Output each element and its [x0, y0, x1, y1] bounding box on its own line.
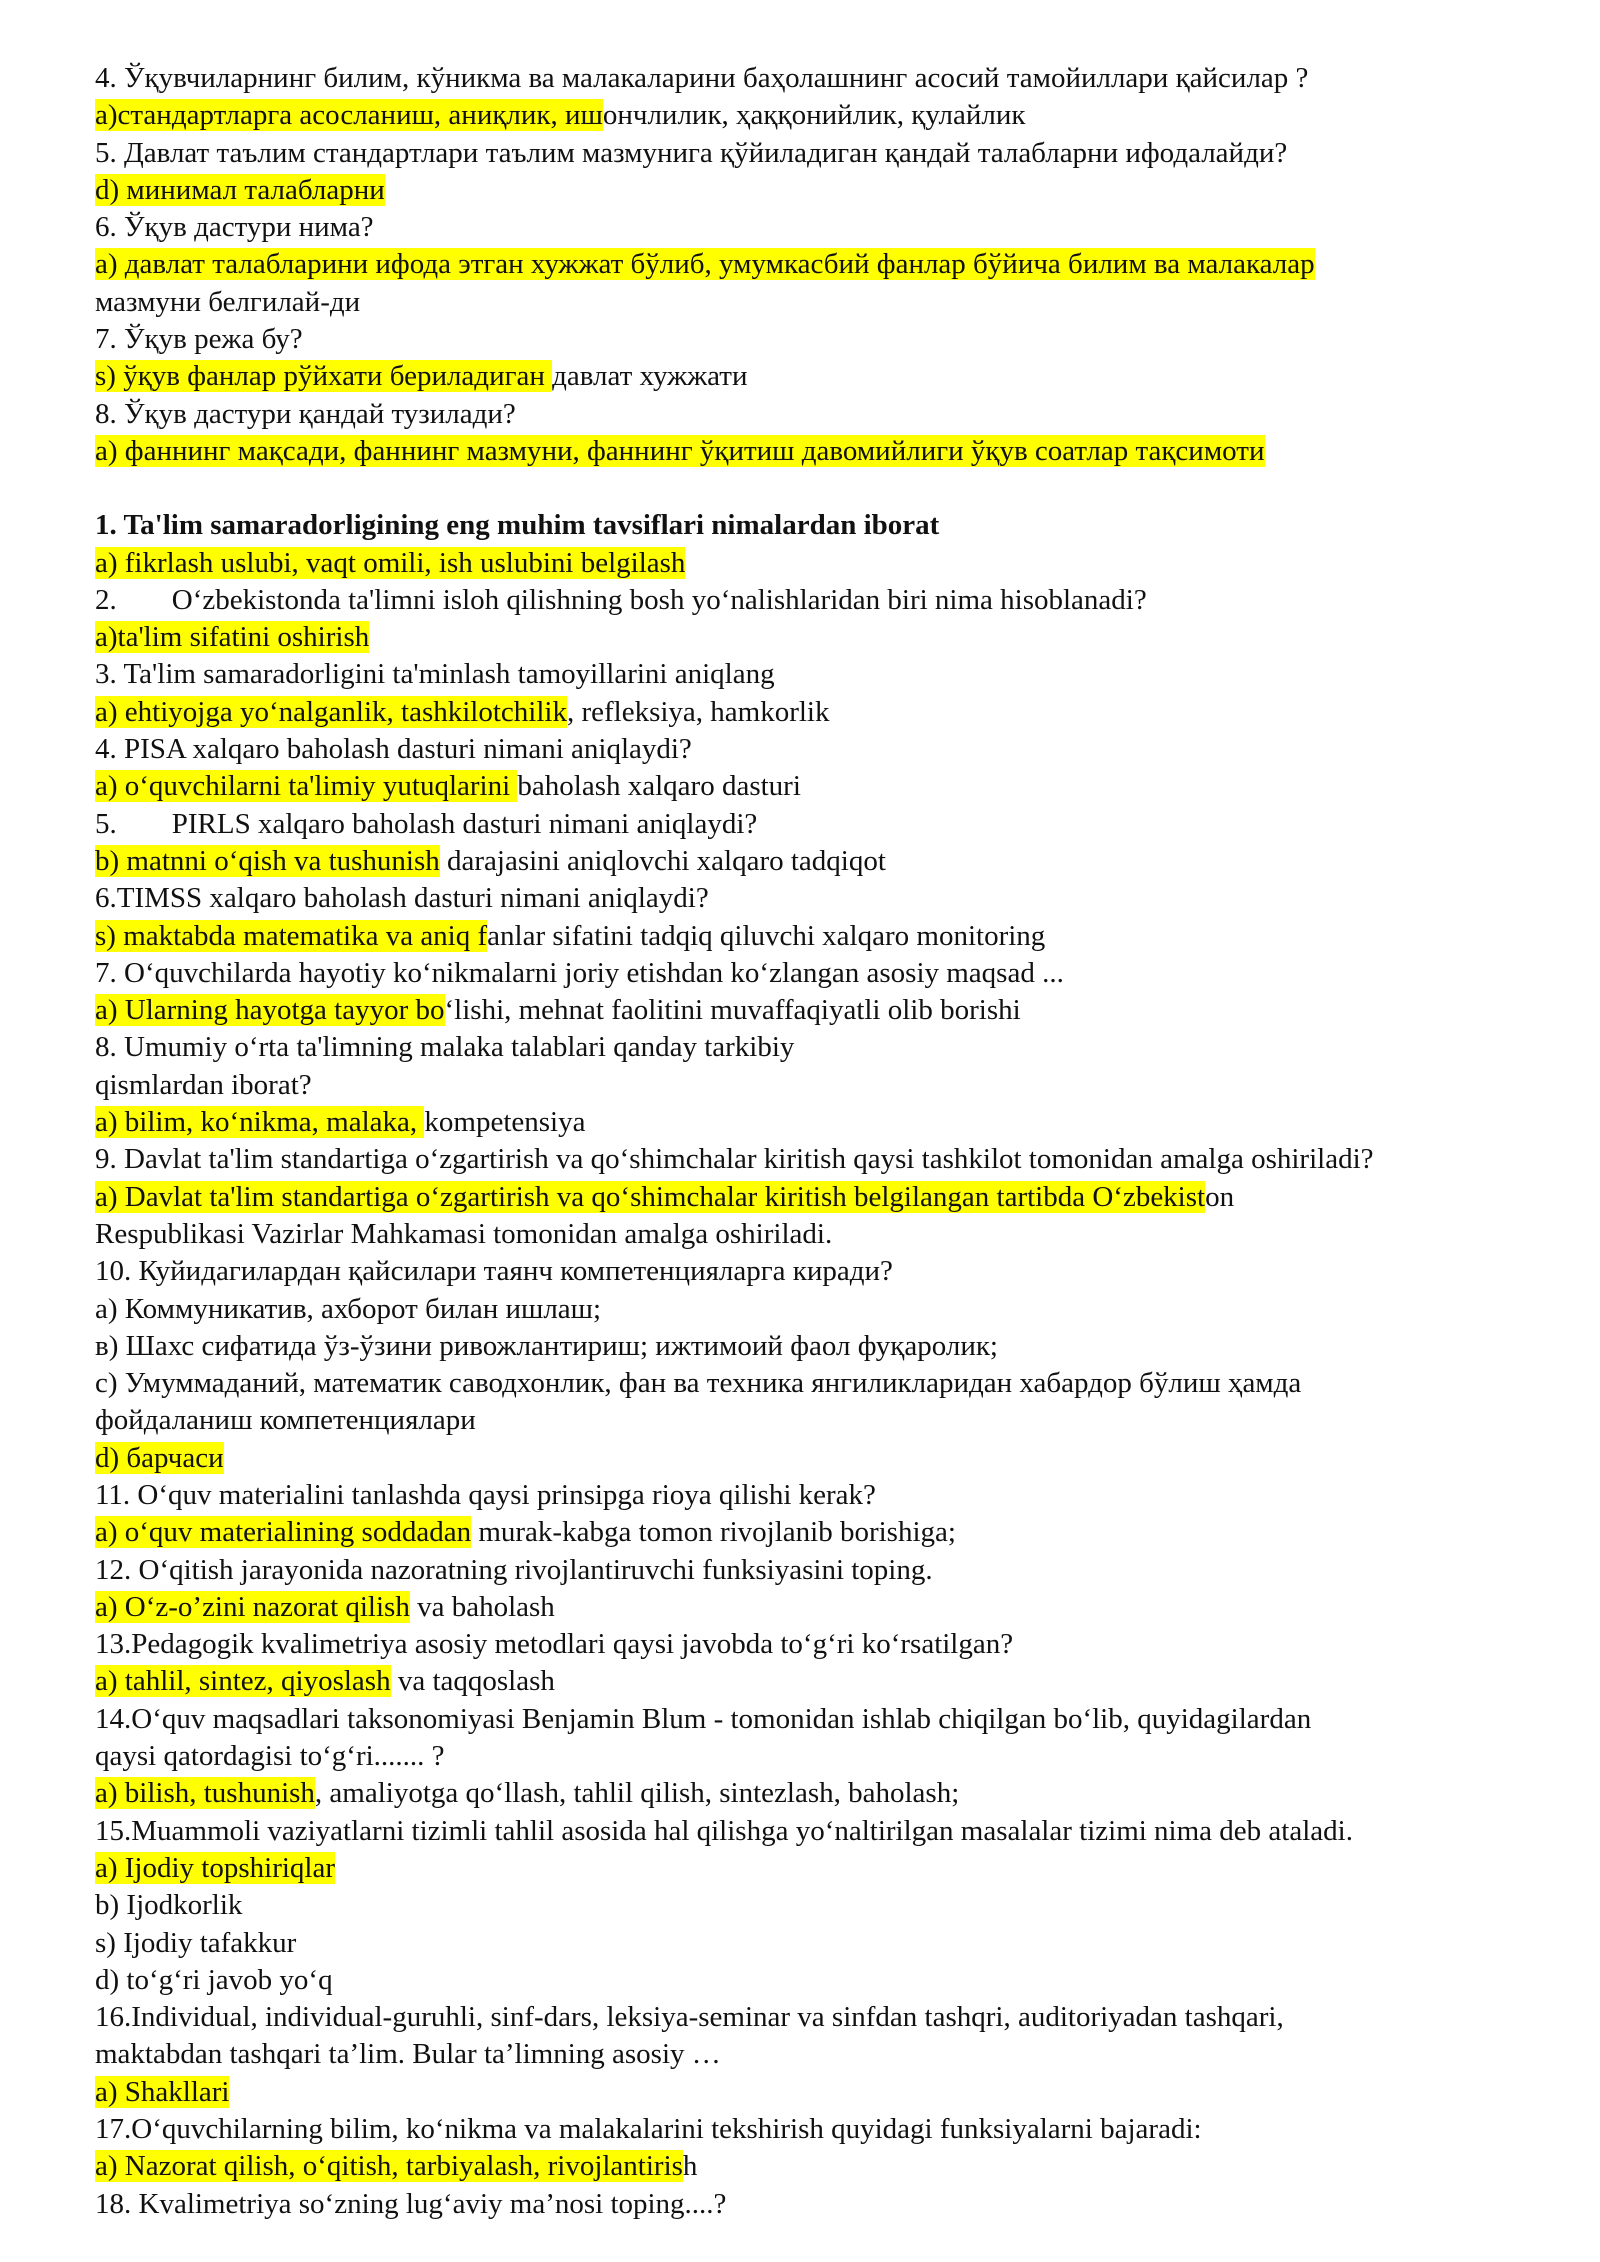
text-segment: b) Ijodkorlik: [95, 1889, 243, 1922]
text-line: [95, 918, 1555, 955]
text-segment: ‘lishi, mehnat faolitini muvaffaqiyatli olib borishi: [444, 994, 1021, 1027]
text-line: [95, 1291, 1555, 1328]
text-line: [95, 1477, 1555, 1514]
text-line: [95, 2074, 1555, 2111]
text-segment: 11. O‘quv materialini tanlashda qaysi prinsipga rioya qilishi kerak?: [95, 1478, 876, 1511]
text-line: [95, 1775, 1555, 1812]
text-line: [95, 1365, 1555, 1402]
text-segment: h: [682, 2150, 698, 2183]
text-line: [95, 1104, 1555, 1141]
highlighted-answer: a) O‘z-o’zini nazorat qilish: [95, 1590, 410, 1623]
text-segment: 4. PISA xalqaro baholash dasturi nimani aniqlaydi?: [95, 733, 692, 766]
text-segment: 14.O‘quv maqsadlari taksonomiyasi Benjamin Blum - tomonidan ishlab chiqilgan bo‘lib, quyidagilardan: [95, 1702, 1312, 1735]
highlighted-answer: s) ўқув фанлар рўйхати бериладиган: [95, 360, 553, 393]
text-segment: 5.: [95, 807, 117, 840]
text-line: [95, 731, 1555, 768]
highlighted-answer: d) барчаси: [95, 1441, 224, 1474]
text-line: [95, 1813, 1555, 1850]
text-segment: 5. Давлат таълим стандартлари таълим мазмунига қўйиладиган қандай талабларни ифодалайди?: [95, 136, 1288, 169]
text-segment: 7. Ўқув режа бу?: [95, 323, 303, 356]
text-segment: PIRLS xalqaro baholash dasturi nimani aniqlaydi?: [171, 807, 758, 840]
text-segment: va baholash: [409, 1590, 555, 1623]
text-line: [95, 619, 1555, 656]
text-line: [95, 1552, 1555, 1589]
text-line: [95, 694, 1555, 731]
text-line: [95, 843, 1555, 880]
text-segment: Respublikasi Vazirlar Mahkamasi tomonidan amalga oshiriladi.: [95, 1217, 833, 1250]
text-line: [95, 656, 1555, 693]
text-line: [95, 97, 1555, 134]
highlighted-answer: a) tahlil, sintez, qiyoslash: [95, 1665, 391, 1698]
text-line: [95, 1887, 1555, 1924]
text-line: [95, 1962, 1555, 1999]
text-line: [95, 246, 1555, 283]
document-page: [95, 60, 1555, 2223]
text-segment: d) to‘g‘ri javob yo‘q: [95, 1963, 333, 1996]
text-segment: s) Ijodiy tafakkur: [95, 1926, 297, 1959]
text-segment: murak-kabga tomon rivojlanib borishiga;: [471, 1516, 956, 1549]
text-line: [95, 1701, 1555, 1738]
text-line: [95, 172, 1555, 209]
text-line: [95, 396, 1555, 433]
text-segment: 2.: [95, 583, 117, 616]
text-line: [95, 1925, 1555, 1962]
text-segment: 15.Muammoli vaziyatlarni tizimli tahlil asosida hal qilishga yo‘naltirilgan masalalar tizimi nima deb ataladi.: [95, 1814, 1353, 1847]
highlighted-answer: d) минимал талабларни: [95, 173, 385, 206]
highlighted-answer: s) maktabda matematika va aniq f: [95, 919, 488, 952]
text-line: [95, 1402, 1555, 1439]
text-line: [95, 358, 1555, 395]
text-segment: 6. Ўқув дастури нима?: [95, 211, 374, 244]
text-line: [95, 1253, 1555, 1290]
text-segment: мазмуни белгилай-ди: [95, 285, 361, 318]
text-segment: 6.TIMSS xalqaro baholash dasturi nimani aniqlaydi?: [95, 882, 709, 915]
text-line: [95, 1029, 1555, 1066]
text-segment: kompetensiya: [424, 1106, 586, 1139]
text-segment: maktabdan tashqari ta’lim. Bular ta’limning asosiy …: [95, 2038, 721, 2071]
text-line: [95, 806, 1555, 843]
text-line: [95, 1626, 1555, 1663]
text-line: [95, 1067, 1555, 1104]
highlighted-answer: a)ta'lim sifatini oshirish: [95, 621, 370, 654]
text-segment: 12. O‘qitish jarayonida nazoratning rivojlantiruvchi funksiyasini toping.: [95, 1553, 933, 1586]
text-segment: 18. Kvalimetriya so‘zning lug‘aviy ma’nosi toping....?: [95, 2187, 727, 2220]
text-segment: с) Умуммаданий, математик саводхонлик, фан ва техника янгиликларидан хабардор бўлиш ҳамда: [95, 1367, 1302, 1400]
text-segment: 17.O‘quvchilarning bilim, ko‘nikma va malakalarini tekshirish quyidagi funksiyalarni bajaradi:: [95, 2113, 1202, 2146]
text-line: [95, 1850, 1555, 1887]
text-line: [95, 60, 1555, 97]
text-segment: qismlardan iborat?: [95, 1068, 312, 1101]
section-gap: [95, 470, 1555, 507]
text-line: [95, 545, 1555, 582]
highlighted-answer: a) o‘quvchilarni ta'limiy yutuqlarini: [95, 770, 518, 803]
text-line: [95, 2111, 1555, 2148]
text-line: [95, 1179, 1555, 1216]
text-segment: 8. Ўқув дастури қандай тузилади?: [95, 397, 516, 430]
text-line: [95, 1328, 1555, 1365]
text-segment: O‘zbekistonda ta'limni isloh qilishning bosh yo‘nalishlaridan biri nima hisoblanadi?: [171, 583, 1147, 616]
text-line: [95, 2148, 1555, 2185]
text-segment: anlar sifatini tadqiq qiluvchi xalqaro monitoring: [487, 919, 1046, 952]
text-segment: on: [1205, 1180, 1235, 1213]
highlighted-answer: a) Davlat ta'lim standartiga o‘zgartirish va qo‘shimchalar kiritish belgilangan tartibda O‘zbekist: [95, 1180, 1206, 1213]
text-line: [95, 582, 1555, 619]
text-line: [95, 1589, 1555, 1626]
text-segment: 4. Ўқувчиларнинг билим, кўникма ва малакаларини баҳолашнинг асосий тамойиллари қайсилар ?: [95, 62, 1309, 94]
text-line: [95, 209, 1555, 246]
text-segment: darajasini aniqlovchi xalqaro tadqiqot: [439, 844, 886, 877]
text-line: [95, 433, 1555, 470]
highlighted-answer: a) Ijodiy topshiriqlar: [95, 1851, 336, 1884]
text-segment: ончлилик, ҳаққонийлик, қулайлик: [602, 99, 1026, 132]
text-segment: давлат хужжати: [552, 360, 748, 393]
text-segment: qaysi qatordagisi to‘g‘ri....... ?: [95, 1740, 445, 1773]
text-line: [95, 1440, 1555, 1477]
text-segment: в) Шахс сифатида ўз-ўзини ривожлантириш; ижтимоий фаол фуқаролик;: [95, 1329, 998, 1362]
highlighted-answer: b) matnni o‘qish va tushunish: [95, 844, 440, 877]
text-segment: а) Коммуникатив, ахборот билан ишлаш;: [95, 1292, 602, 1325]
text-line: [95, 2036, 1555, 2073]
highlighted-answer: a) ehtiyojga yo‘nalganlik, tashkilotchilik: [95, 695, 567, 728]
section-heading: [95, 507, 1555, 544]
text-segment: , refleksiya, hamkorlik: [566, 695, 830, 728]
highlighted-answer: a) bilim, ko‘nikma, malaka,: [95, 1106, 425, 1139]
text-line: [95, 321, 1555, 358]
text-line: [95, 955, 1555, 992]
text-line: [95, 768, 1555, 805]
text-segment: 10. Куйидагилардан қайсилари таянч компетенцияларга киради?: [95, 1255, 893, 1288]
text-line: [95, 1141, 1555, 1178]
text-segment: фойдаланиш компетенциялари: [95, 1404, 476, 1437]
highlighted-answer: a) Nazorat qilish, o‘qitish, tarbiyalash, rivojlantiris: [95, 2150, 683, 2183]
highlighted-answer: a) Ularning hayotga tayyor bo: [95, 994, 445, 1027]
highlighted-answer: a) Shakllari: [95, 2075, 230, 2108]
text-segment: , amaliyotga qo‘llash, tahlil qilish, sintezlash, baholash;: [314, 1777, 960, 1810]
text-segment: 1. Ta'lim samaradorligining eng muhim tavsiflari nimalardan iborat: [95, 509, 940, 542]
text-line: [95, 1216, 1555, 1253]
text-segment: va taqqoslash: [390, 1665, 555, 1698]
text-line: [95, 1663, 1555, 1700]
text-segment: baholash xalqaro dasturi: [517, 770, 801, 803]
text-line: [95, 992, 1555, 1029]
text-segment: 8. Umumiy o‘rta ta'limning malaka talablari qanday tarkibiy: [95, 1031, 795, 1064]
text-segment: 9. Davlat ta'lim standartiga o‘zgartirish va qo‘shimchalar kiritish qaysi tashkilot tomonidan amalga oshiriladi?: [95, 1143, 1374, 1176]
highlighted-answer: а) давлат талабларини ифода этган хужжат бўлиб, умумкасбий фанлар бўйича билим ва малакалар: [95, 248, 1315, 281]
text-segment: 16.Individual, individual-guruhli, sinf-dars, leksiya-seminar va sinfdan tashqri, auditoriyadan tashqari,: [95, 2001, 1284, 2034]
text-line: [95, 1999, 1555, 2036]
text-line: [95, 135, 1555, 172]
highlighted-answer: a) bilish, tushunish: [95, 1777, 315, 1810]
highlighted-answer: a) o‘quv materialining soddadan: [95, 1516, 472, 1549]
text-segment: 3. Ta'lim samaradorligini ta'minlash tamoyillarini aniqlang: [95, 658, 775, 691]
highlighted-answer: а)стандартларга асосланиш, аниқлик, иш: [95, 99, 603, 132]
highlighted-answer: а) фаннинг мақсади, фаннинг мазмуни, фаннинг ўқитиш давомийлиги ўқув соатлар тақсимоти: [95, 434, 1265, 467]
text-segment: 7. O‘quvchilarda hayotiy ko‘nikmalarni joriy etishdan ko‘zlangan asosiy maqsad ...: [95, 956, 1064, 989]
text-line: [95, 880, 1555, 917]
text-line: [95, 284, 1555, 321]
text-line: [95, 1738, 1555, 1775]
highlighted-answer: a) fikrlash uslubi, vaqt omili, ish uslubini belgilash: [95, 546, 686, 579]
text-line: [95, 2186, 1555, 2223]
text-line: [95, 1514, 1555, 1551]
text-segment: 13.Pedagogik kvalimetriya asosiy metodlari qaysi javobda to‘g‘ri ko‘rsatilgan?: [95, 1628, 1014, 1661]
